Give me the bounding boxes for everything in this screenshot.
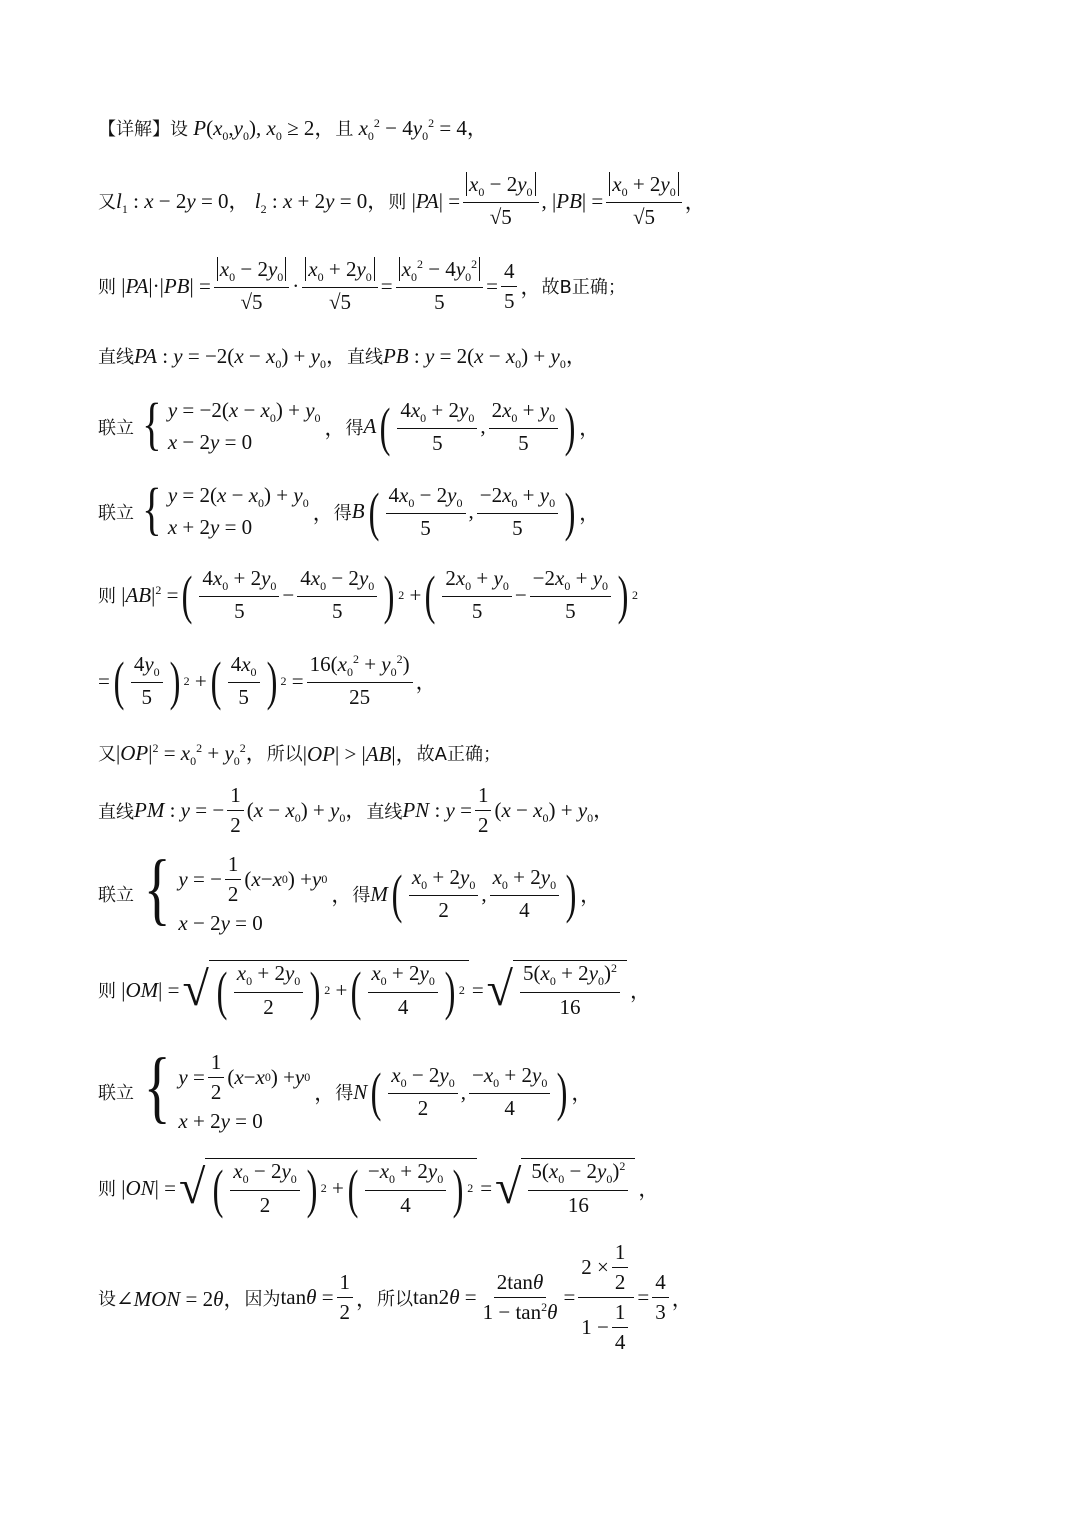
fraction: $\frac{4y_0}{5}$ bbox=[131, 652, 163, 710]
radical: √ $\frac{5(x_0 - 2y_0)^2}{16}$ bbox=[495, 1158, 635, 1218]
paren: ( bbox=[379, 396, 391, 457]
formula-ab: $|AB|^2$ = bbox=[116, 582, 179, 607]
paren: ) bbox=[564, 396, 576, 457]
get-label: 得 bbox=[352, 885, 371, 906]
paren: ) bbox=[565, 864, 577, 924]
formula-pm2: $(x - x_0) + y_0$， bbox=[246, 798, 367, 826]
formula-tan2: tan2θ = bbox=[413, 1285, 477, 1309]
formula-op: $|OP|^2 = x_0^2 + y_0^2$， bbox=[116, 741, 267, 769]
formula-angle: ∠MON = 2θ， bbox=[116, 1286, 245, 1311]
line-5: 联立 { $y = -2(x - x_0) + y_0$ x − 2y = 0 ， 得 A ( $\frac{4x_0 + 2y_0}{5}$ , $\frac{2x_0 + y_0}{5}$ ) ， bbox=[98, 391, 601, 457]
paren: ) bbox=[383, 565, 395, 626]
equation-system: { $y = -2(x - x_0) + y_0$ x − 2y = 0 bbox=[142, 391, 321, 456]
because-label: 因为 bbox=[244, 1288, 281, 1310]
formula-pn2: $(x - x_0) + y_0$， bbox=[494, 798, 615, 826]
line-11: 联立 { y = − $\frac{1}{2}$ ( x − x 0 ) + y 0 x − 2y = 0 ， 得 M ( $\frac{x_0 + 2y_0}{2}$ , $\frac{x_0 + 2y_0}{4}$ ) ， bbox=[98, 850, 601, 938]
paren: ) bbox=[556, 1062, 568, 1122]
comma: ， bbox=[638, 1177, 660, 1201]
fraction: $\frac{4x_0}{5}$ bbox=[228, 652, 260, 710]
fraction: $\frac{x_0 - 2y_0}{√5}$ bbox=[214, 257, 290, 315]
line-10 bbox=[98, 783, 614, 838]
line-14 bbox=[98, 1158, 659, 1218]
fraction: $\frac{4}{5}$ bbox=[501, 259, 518, 314]
line-9 bbox=[98, 737, 501, 769]
get-label: 得 bbox=[335, 1083, 354, 1104]
equation-system: { y = − $\frac{1}{2}$ ( x − x 0 ) + y 0 x − 2y = 0 bbox=[143, 845, 328, 935]
fraction: $\frac{1}{2}$ bbox=[337, 1270, 354, 1325]
formula-pa: |PA| = bbox=[406, 188, 461, 213]
equation-system: { $y = 2(x - x_0) + y_0$ x + 2y = 0 bbox=[142, 476, 309, 541]
line-8: = ( $\frac{4y_0}{5}$ ) 2 + ( $\frac{4x_0}{5}$ ) 2 = $\frac{16(x_0^2 + y_0^2)}{25}$ ， bbox=[98, 651, 437, 712]
equals: = bbox=[563, 1285, 576, 1309]
combine-label: 联立 bbox=[98, 1083, 134, 1104]
paren: ) bbox=[266, 651, 277, 712]
get-label: 得 bbox=[345, 417, 364, 439]
point-m: M bbox=[370, 881, 388, 906]
line-label: 直线 bbox=[366, 801, 403, 823]
fraction: $\frac{-x_0 + 2y_0}{4}$ bbox=[469, 1063, 550, 1121]
let-label: 设 bbox=[170, 119, 188, 141]
formula-om: |OM| = bbox=[116, 977, 180, 1002]
formula-p2: $l_1$ : x − 2y = 0， $l_2$ : x + 2y = 0， bbox=[116, 189, 389, 217]
comma: ， bbox=[580, 883, 602, 907]
comma: ， bbox=[324, 415, 346, 440]
fraction: $\frac{4x_0 + 2y_0}{5}$ bbox=[397, 398, 477, 456]
fraction: $\frac{4x_0 - 2y_0}{5}$ bbox=[386, 483, 466, 541]
comma: ， bbox=[520, 275, 542, 300]
paren: ) bbox=[169, 651, 181, 712]
fraction: 2 × $\frac{1}{2}$ 1 − $\frac{1}{4}$ bbox=[578, 1240, 634, 1355]
radical: √ ( $\frac{x_0 - 2y_0}{2}$ ) 2 + ( $\frac{-x_0 + 2y_0}{4}$ ) 2 bbox=[179, 1158, 477, 1218]
combine-label: 联立 bbox=[98, 502, 134, 524]
detail-label: 【详解】 bbox=[98, 119, 170, 141]
line-2 bbox=[98, 172, 706, 230]
fraction: $\frac{x_0 - 2y_0}{√5}$ bbox=[463, 172, 539, 230]
fraction: $\frac{-2x_0 + y_0}{5}$ bbox=[477, 483, 558, 541]
formula-pn: PN : y = bbox=[402, 798, 472, 822]
formula-p4b: PB : $y = 2(x - x_0) + y_0$， bbox=[382, 344, 587, 372]
equals: = bbox=[486, 273, 498, 298]
fraction: $\frac{4x_0 - 2y_0}{5}$ bbox=[297, 566, 377, 624]
fraction: $\frac{1}{2}$ bbox=[475, 783, 492, 838]
comma: ， bbox=[630, 979, 652, 1003]
comma: ， bbox=[579, 500, 601, 525]
equals: = bbox=[637, 1285, 650, 1309]
equals: = bbox=[471, 977, 484, 1002]
fraction: $\frac{2x_0 + y_0}{5}$ bbox=[489, 398, 559, 456]
line-label: 直线 bbox=[98, 347, 134, 369]
comma: ， bbox=[331, 883, 353, 907]
so-label: 所以 bbox=[266, 744, 303, 766]
point-b: B bbox=[351, 499, 365, 524]
fraction: $\frac{x_0 + 2y_0}{4}$ bbox=[490, 865, 560, 923]
comma: ， bbox=[671, 1286, 693, 1311]
fraction: $\frac{2\tan\theta}{1 - \tan^2\theta}$ bbox=[482, 1270, 558, 1324]
formula-p1: $P(x_0,y_0)$, $x_0 \ge 2$， bbox=[193, 116, 336, 144]
combine-label: 联立 bbox=[98, 417, 134, 439]
fraction: $\frac{-2x_0 + y_0}{5}$ bbox=[530, 566, 611, 624]
paren: ( bbox=[210, 651, 222, 712]
formula-pb: , |PB| = bbox=[541, 188, 604, 213]
line-3 bbox=[98, 257, 626, 315]
then-label: 则 bbox=[98, 586, 116, 608]
radical: √ ( $\frac{x_0 + 2y_0}{2}$ ) 2 + ( $\frac{x_0 + 2y_0}{4}$ ) 2 bbox=[182, 960, 468, 1020]
paren: ) bbox=[564, 481, 576, 542]
then-label: 则 bbox=[98, 981, 116, 1002]
comma: ， bbox=[314, 1081, 336, 1105]
formula-pm: PM : y = − bbox=[134, 798, 225, 822]
then-label: 则 bbox=[388, 192, 407, 214]
paren: ( bbox=[113, 651, 125, 712]
paren: ) bbox=[617, 565, 629, 626]
comma: ， bbox=[571, 1081, 593, 1105]
point-n: N bbox=[353, 1079, 368, 1104]
line-label: 直线 bbox=[98, 801, 134, 823]
line-7: 则 $|AB|^2$ = ( $\frac{4x_0 + 2y_0}{5}$ − $\frac{4x_0 - 2y_0}{5}$ ) 2 + ( $\frac{2x_0 + y_0}{5}$ − $\frac{-2x_0 + y_0}{5}$ ) 2 bbox=[98, 565, 638, 626]
let-label: 设 bbox=[98, 1288, 116, 1310]
equation-system: { y = $\frac{1}{2}$ ( x − x 0 ) + y 0 x + 2y = 0 bbox=[143, 1043, 311, 1133]
fraction: $\frac{x_0^2 - 4y_0^2}{5}$ bbox=[396, 257, 484, 315]
combine-label: 联立 bbox=[98, 885, 134, 906]
fraction: $\frac{x_0 + 2y_0}{√5}$ bbox=[606, 172, 682, 230]
formula-papb: |PA|·|PB| = bbox=[116, 273, 211, 298]
paren: ( bbox=[391, 864, 403, 924]
formula-p4: PA : $y = -2(x - x_0) + y_0$， bbox=[134, 344, 347, 372]
fraction: $\frac{x_0 + 2y_0}{√5}$ bbox=[302, 257, 378, 315]
equals: = bbox=[380, 273, 393, 298]
formula-tan: tanθ = bbox=[280, 1285, 334, 1309]
fraction: $\frac{x_0 + 2y_0}{2}$ bbox=[409, 865, 479, 923]
so-a-label: 故A正确； bbox=[416, 744, 501, 766]
formula-on: |ON| = bbox=[116, 1175, 176, 1200]
comma: ， bbox=[415, 670, 437, 695]
line-15 bbox=[98, 1240, 693, 1355]
line-6: 联立 { $y = 2(x - x_0) + y_0$ x + 2y = 0 ， 得 B ( $\frac{4x_0 - 2y_0}{5}$ , $\frac{-2x_0 + y_0}{5}$ ) ， bbox=[98, 476, 601, 542]
radical: √ $\frac{5(x_0 + 2y_0)^2}{16}$ bbox=[487, 960, 627, 1020]
comma: ， bbox=[312, 500, 334, 525]
line-label: 直线 bbox=[346, 347, 383, 369]
and-label: 且 bbox=[335, 119, 354, 141]
so-b-label: 故B正确； bbox=[541, 277, 626, 299]
get-label: 得 bbox=[333, 502, 352, 524]
fraction: $\frac{1}{2}$ bbox=[227, 783, 244, 838]
dot: · bbox=[292, 273, 300, 298]
equals: = bbox=[480, 1175, 493, 1200]
equals: = bbox=[98, 668, 110, 693]
formula-compare: |OP| > |AB|， bbox=[302, 742, 417, 767]
comma: ， bbox=[356, 1286, 378, 1311]
paren: ( bbox=[370, 1062, 382, 1122]
line-13: 联立 { y = $\frac{1}{2}$ ( x − x 0 ) + y 0 x + 2y = 0 ， 得 N ( $\frac{x_0 - 2y_0}{2}$ , $\frac{-x_0 + 2y_0}{4}$ ) ， bbox=[98, 1048, 592, 1136]
line-4 bbox=[98, 340, 587, 372]
fraction: $\frac{16(x_0^2 + y_0^2)}{25}$ bbox=[307, 652, 413, 710]
formula-p1b: $x_0^2 - 4y_0^2 = 4$， bbox=[358, 116, 488, 144]
paren: ( bbox=[182, 565, 193, 626]
so-label: 所以 bbox=[377, 1288, 414, 1310]
paren: ( bbox=[424, 565, 436, 626]
paren: ( bbox=[368, 481, 379, 542]
again-label: 又 bbox=[98, 744, 116, 766]
point-a: A bbox=[363, 414, 377, 439]
line-12 bbox=[98, 960, 651, 1020]
fraction: $\frac{x_0 - 2y_0}{2}$ bbox=[388, 1063, 458, 1121]
comma: ， bbox=[684, 190, 706, 215]
fraction: $\frac{4}{3}$ bbox=[652, 1270, 669, 1325]
then-label: 则 bbox=[98, 277, 116, 299]
fraction: $\frac{4x_0 + 2y_0}{5}$ bbox=[199, 566, 279, 624]
line-1 bbox=[98, 112, 488, 144]
again-label: 又 bbox=[98, 192, 116, 214]
fraction: $\frac{2x_0 + y_0}{5}$ bbox=[442, 566, 512, 624]
comma: ， bbox=[579, 415, 601, 440]
then-label: 则 bbox=[98, 1179, 116, 1200]
